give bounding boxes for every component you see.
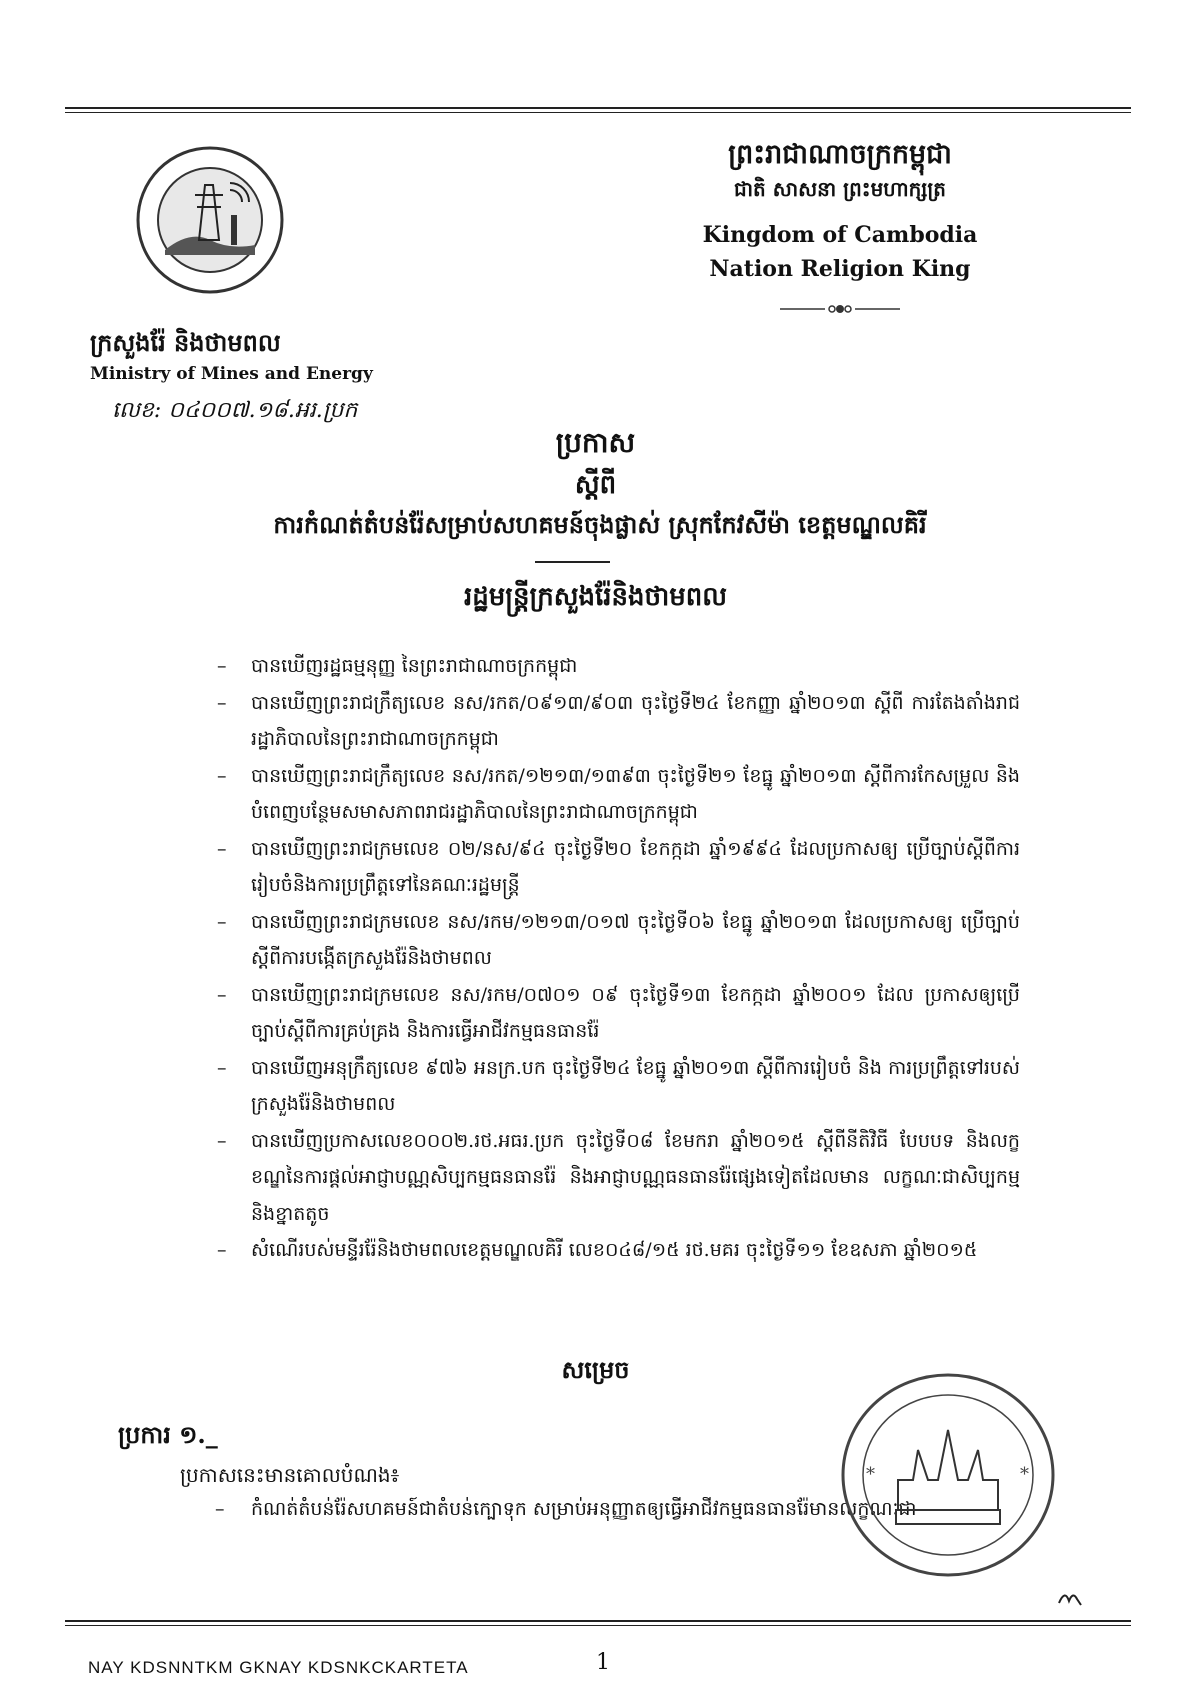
preamble-item: – បានឃើញព្រះរាជក្រមលេខ នស/រកម/០៧០១ ០៩ ចុះថ្ងៃទី១៣ ខែកក្កដា ឆ្នាំ២០០១ ដែល ប្រកាសឲ្យប្រើច្បាប់ស្ដីពីការគ្រប់គ្រង និងការធ្វើអាជីវកម្មធនធានរ៉ែ — [215, 977, 1020, 1050]
motto-khmer: ជាតិ សាសនា ព្រះមហាក្សត្រ — [734, 177, 946, 201]
ministry-name-khmer: ក្រសួងរ៉ែ និងថាមពល — [90, 328, 281, 357]
title-divider — [535, 561, 610, 563]
svg-text:*: * — [866, 1464, 875, 1485]
top-rule — [65, 107, 1131, 113]
purpose-item-text: កំណត់តំបន់រ៉ែសហគមន៍ជាតំបន់ក្បោទុក សម្រាប់អនុញ្ញាតឲ្យធ្វើអាជីវកម្មធនធានរ៉ែមានលក្ខណៈជា — [251, 1498, 917, 1520]
page-number: 1 — [596, 1650, 610, 1675]
article-1-heading: ប្រការ ១._ — [118, 1420, 218, 1449]
preamble-item: – បានឃើញប្រកាសលេខ០០០២.រថ.អធរ.ប្រក ចុះថ្ងៃទី០៨ ខែមករា ឆ្នាំ២០១៥ ស្ដីពីនីតិវិធី បែបបទ និងលក្ខខណ្ឌនៃការផ្ដល់អាជ្ញាបណ្ណសិប្បកម្មធនធានរ៉ែ និងអាជ្ញាបណ្ណធនធានរ៉ែផ្សេងទៀតដែលមាន លក្ខណៈជាសិប្បកម្ម និងខ្នាតតូច — [215, 1123, 1020, 1233]
preamble-list — [215, 648, 1020, 1269]
kingdom-khmer: ព្រះរាជាណាចក្រកម្ពុជា — [728, 139, 952, 170]
handwritten-initial-icon — [1055, 1585, 1085, 1609]
footer-text: NAY KDSNNTKM GKNAY KDSNKCKARTETA — [88, 1658, 469, 1677]
ministry-seal-icon — [135, 145, 285, 295]
document-subject: ការកំណត់តំបន់រ៉ែសម្រាប់សហគមន៍ចុងផ្លាស់ ស្រុកកែវសីម៉ា ខេត្តមណ្ឌលគិរី — [273, 510, 927, 539]
preamble-item: – បានឃើញរដ្ឋធម្មនុញ្ញ នៃព្រះរាជាណាចក្រកម្ពុជា — [215, 648, 1020, 685]
motto-english: Nation Religion King — [709, 256, 971, 282]
purpose-intro: ប្រកាសនេះមានគោលបំណង៖ — [180, 1463, 400, 1487]
preamble-item: – បានឃើញព្រះរាជក្រមលេខ នស/រកម/១២១៣/០១៧ ចុះថ្ងៃទី០៦ ខែធ្នូ ឆ្នាំ២០១៣ ដែលប្រកាសឲ្យ ប្រើច្បាប់ស្ដីពីការបង្កើតក្រសួងរ៉ែនិងថាមពល — [215, 904, 1020, 977]
subject-label: ស្ដីពី — [574, 470, 617, 500]
preamble-item: – បានឃើញព្រះរាជក្រឹត្យលេខ នស/រកត/១២១៣/១៣៩៣ ចុះថ្ងៃទី២១ ខែធ្នូ ឆ្នាំ២០១៣ ស្ដីពីការកែសម្រួល និងបំពេញបន្ថែមសមាសភាពរាជរដ្ឋាភិបាលនៃព្រះរាជាណាចក្រកម្ពុជា — [215, 758, 1020, 831]
preamble-item: – បានឃើញអនុក្រឹត្យលេខ ៩៧៦ អនក្រ.បក ចុះថ្ងៃទី២៤ ខែធ្នូ ឆ្នាំ២០១៣ ស្ដីពីការរៀបចំ និង ការប្រព្រឹត្តទៅរបស់ក្រសួងរ៉ែនិងថាមពល — [215, 1050, 1020, 1123]
ministry-name-english: Ministry of Mines and Energy — [90, 364, 373, 384]
issuing-authority: រដ្ឋមន្ត្រីក្រសួងរ៉ែនិងថាមពល — [463, 582, 728, 612]
document-type: ប្រកាស — [555, 426, 636, 459]
preamble-item: – សំណើរបស់មន្ទីររ៉ែនិងថាមពលខេត្តមណ្ឌលគិរី លេខ០៤៨/១៥ រថ.មគរ ចុះថ្ងៃទី១១ ខែឧសភា ឆ្នាំ២០១៥ — [215, 1232, 1020, 1269]
royal-seal-stamp-icon — [838, 1370, 1058, 1580]
svg-text:*: * — [1020, 1464, 1029, 1485]
dash-bullet: – — [215, 1498, 225, 1520]
reference-number: លេខ: ០៤០០៧.១៨.អរ.ប្រក — [112, 398, 358, 423]
bottom-rule — [65, 1620, 1131, 1626]
preamble-item: – បានឃើញព្រះរាជក្រមលេខ ០២/នស/៩៤ ចុះថ្ងៃទី២០ ខែកក្កដា ឆ្នាំ១៩៩៤ ដែលប្រកាសឲ្យ ប្រើច្បាប់ស្ដីពីការរៀបចំនិងការប្រព្រឹត្តទៅនៃគណៈរដ្ឋមន្ត្រី — [215, 831, 1020, 904]
preamble-item: – បានឃើញព្រះរាជក្រឹត្យលេខ នស/រកត/០៩១៣/៩០៣ ចុះថ្ងៃទី២៤ ខែកញ្ញា ឆ្នាំ២០១៣ ស្ដីពី ការតែងតាំងរាជរដ្ឋាភិបាលនៃព្រះរាជាណាចក្រកម្ពុជា — [215, 685, 1020, 758]
kingdom-english: Kingdom of Cambodia — [702, 222, 978, 248]
decision-heading: សម្រេច — [561, 1355, 630, 1384]
ornament-divider-icon — [780, 302, 900, 316]
